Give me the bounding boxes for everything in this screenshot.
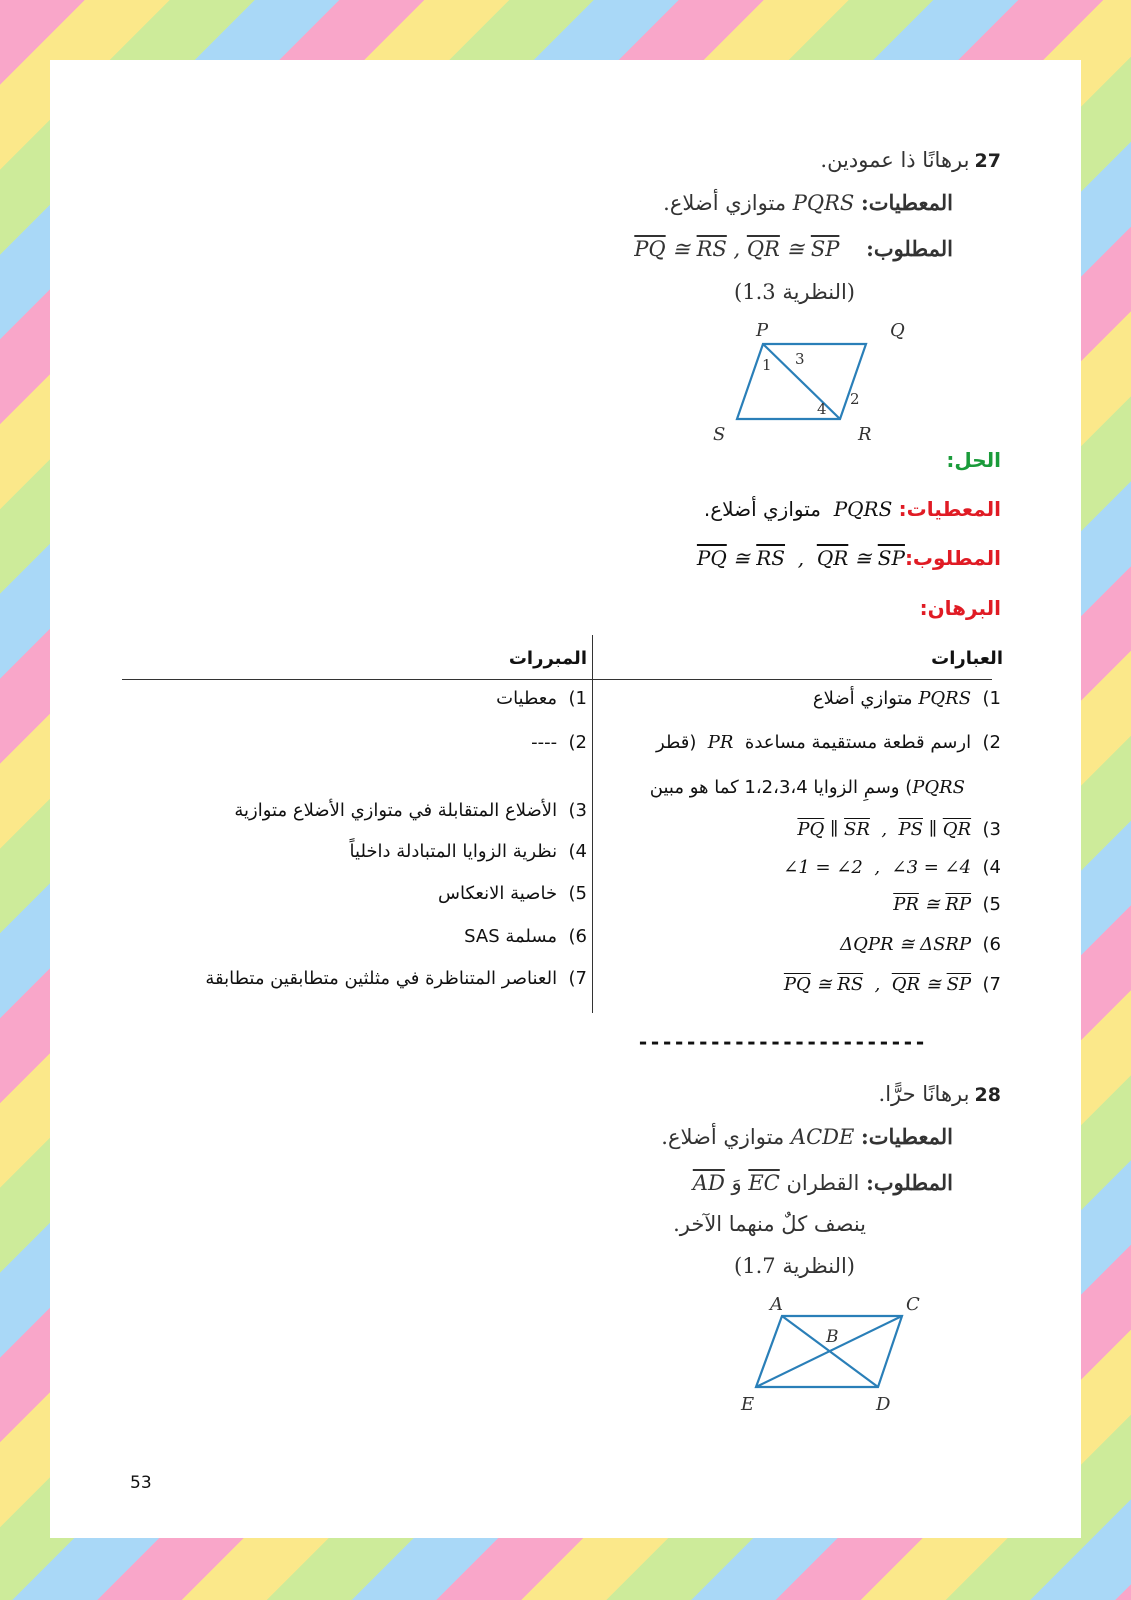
q27-number: 27: [974, 150, 1001, 172]
statement-4: ∠1 = ∠2 , ∠3 = ∠4 (4: [783, 857, 1001, 878]
parallelogram-pqrs-figure: [710, 320, 910, 450]
q27-header: [601, 148, 1001, 172]
label-S: S: [713, 424, 726, 445]
q28-title: برهانًا حرًّا.: [878, 1082, 970, 1106]
reason-3: 3) الأضلاع المتقابلة في متوازي الأضلاع متوازية: [234, 800, 587, 821]
q27-given-label: المعطيات:: [861, 190, 953, 215]
q27-theorem: (النظرية 1.3): [734, 280, 855, 304]
statement-3: $\overline{PQ}$ ∥ $\overline{SR}$ , $\overline{PS}$ ∥ $\overline{QR}$ (3: [797, 819, 1001, 840]
solution-label: الحل:: [946, 448, 1001, 472]
solution-prove: $المطلوب:\overline{PQ}$ ≅ $\overline{RS}$ , $\overline{QR}$ ≅ $\overline{SP}$: [696, 546, 1001, 570]
label-B: B: [826, 1327, 839, 1347]
solution-given-text: متوازي أضلاع.: [703, 497, 821, 521]
label-A: A: [770, 1294, 783, 1315]
worksheet-page: [50, 60, 1081, 1538]
angle-1: 1: [762, 356, 772, 374]
q27-given: المعطيات: PQRS متوازي أضلاع.: [663, 190, 953, 215]
table-column-divider: [592, 635, 593, 1013]
label-C: C: [906, 1294, 920, 1315]
q28-prove-line2: ينصف كلٌ منهما الآخر.: [673, 1212, 866, 1236]
q28-given-text: متوازي أضلاع.: [661, 1125, 785, 1149]
q28-theorem: (النظرية 1.7): [734, 1254, 855, 1278]
label-D: D: [876, 1394, 891, 1415]
reason-7: 7) العناصر المتناظرة في مثلثين متطابقين متطابقة: [205, 968, 587, 989]
solution-prove-label: المطلوب:: [904, 546, 1001, 570]
label-Q: Q: [890, 320, 905, 341]
angle-4: 4: [817, 400, 827, 418]
q27-title: برهانًا ذا عمودين.: [820, 148, 970, 172]
statement-7: $\overline{PQ}$ ≅ $\overline{RS}$ , $\overline{QR}$ ≅ $\overline{SP}$ (7: [783, 974, 1001, 995]
reason-4: 4) نظرية الزوايا المتبادلة داخلياً: [349, 841, 587, 862]
q28-prove-label: المطلوب:: [866, 1170, 953, 1195]
section-separator: ------------------------: [637, 1030, 926, 1054]
reason-1: 1) معطيات: [496, 688, 587, 709]
q28-number: 28: [974, 1084, 1001, 1106]
q28-prove: المطلوب: القطران $\overline{EC}$ وَ $\overline{AD}$: [692, 1170, 953, 1195]
statement-2-line2: PQRS) وسمِ الزوايا 1،2،3،4 كما هو مبين: [649, 777, 965, 798]
statement-6: ΔQPR ≅ ΔSRP (6: [840, 934, 1001, 955]
q28-given: المعطيات: ACDE متوازي أضلاع.: [661, 1124, 953, 1149]
angle-2: 2: [850, 390, 860, 408]
label-E: E: [741, 1394, 755, 1415]
angle-3: 3: [795, 350, 805, 368]
reason-6: 6) مسلمة SAS: [464, 926, 587, 947]
q27-prove: المطلوب: $\overline{PQ}$ ≅ $\overline{RS}$ , $\overline{QR}$ ≅ $\overline{SP}$: [634, 236, 953, 261]
q28-header: [601, 1082, 1001, 1106]
q28-given-label: المعطيات:: [861, 1124, 953, 1149]
statement-2-line1: 2) ارسم قطعة مستقيمة مساعدة PR (قطر: [656, 732, 1001, 753]
reason-5: 5) خاصية الانعكاس: [438, 883, 587, 904]
col-reasons-header: المبررات: [508, 648, 587, 669]
label-R: R: [858, 424, 872, 445]
solution-given: المعطيات: PQRS متوازي أضلاع.: [703, 497, 1001, 521]
table-header-rule: [122, 679, 992, 680]
q27-given-text: متوازي أضلاع.: [663, 191, 787, 215]
parallelogram-acde-figure: [730, 1288, 930, 1418]
statement-5: $\overline{PR}$ ≅ $\overline{RP}$ (5: [893, 894, 1001, 915]
label-P: P: [756, 320, 769, 341]
reason-2: 2) ----: [531, 732, 587, 753]
statement-1: 1) PQRS متوازي أضلاع: [812, 688, 1001, 709]
q27-prove-label: المطلوب:: [866, 236, 953, 261]
col-statements-header: العبارات: [931, 648, 1003, 669]
proof-label: البرهان:: [919, 596, 1001, 620]
solution-given-label: المعطيات:: [898, 497, 1001, 521]
page-number: 53: [130, 1473, 152, 1493]
